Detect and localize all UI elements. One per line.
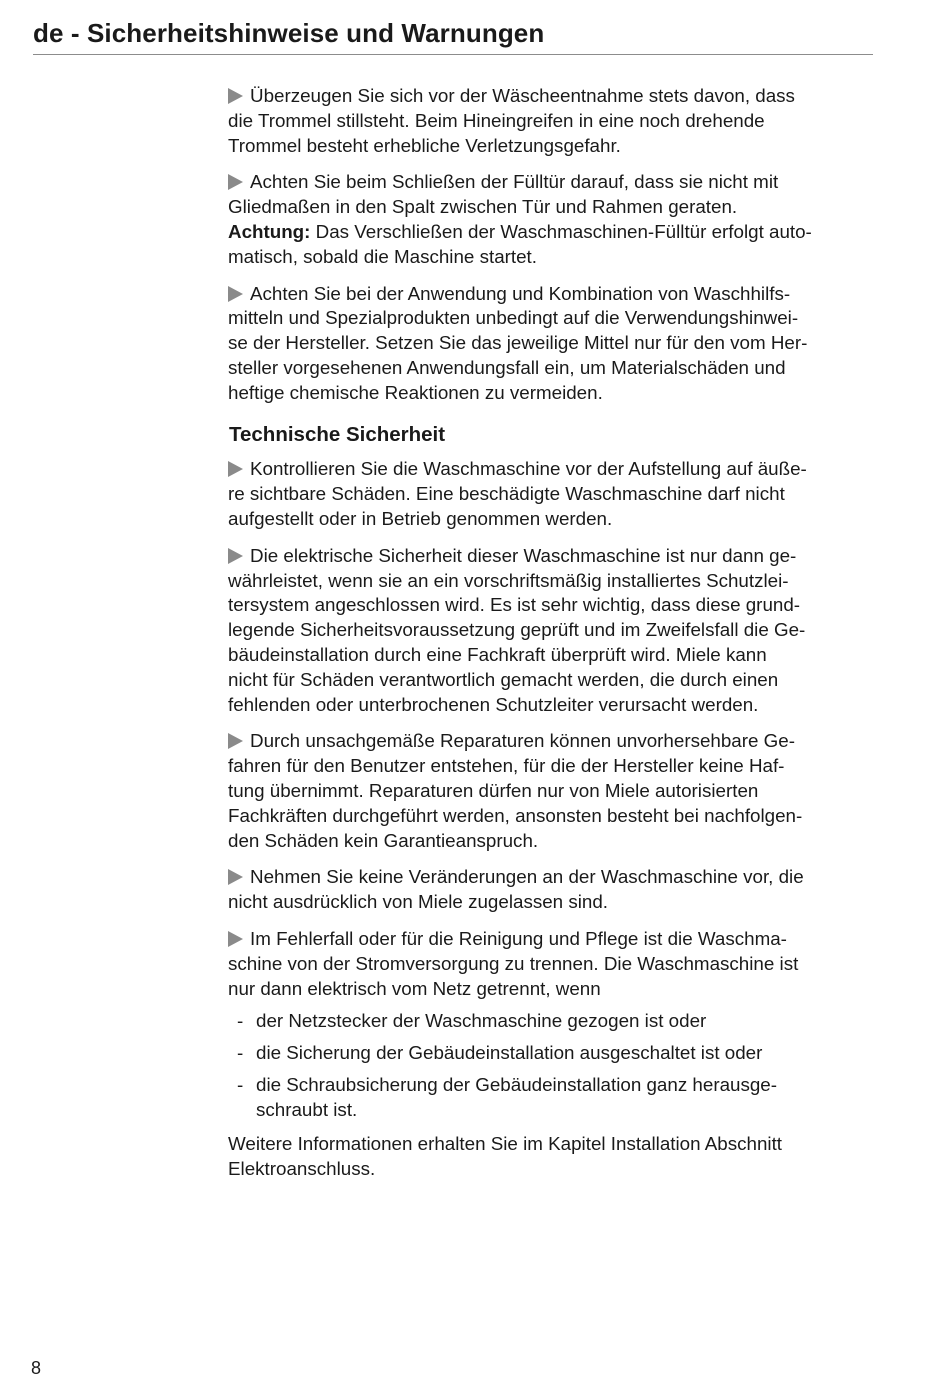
triangle-bullet-icon — [228, 88, 243, 104]
dash-list — [228, 1009, 873, 1122]
safety-item: Achten Sie beim Schließen der Fülltür darauf, dass sie nicht mit Gliedmaßen in den Spalt zwischen Tür und Rahmen geraten. Achtung: Das Verschließen der Waschmaschinen-Fülltür erfolgt auto- matisch, sobald die Maschine startet. — [228, 171, 812, 267]
page-title: de - Sicherheitshinweise und Warnungen — [33, 18, 545, 48]
triangle-bullet-icon — [228, 286, 243, 302]
safety-item: Durch unsachgemäße Reparaturen können unvorhersehbare Ge- fahren für den Benutzer entstehen, für die der Hersteller keine Haf- tung übernimmt. Reparaturen dürfen nur von Miele autorisierten Fachkräften durchgeführt werden, ansonsten besteht bei nachfolgen- den Schäden kein Garantieanspruch. — [228, 730, 803, 851]
safety-item: Die elektrische Sicherheit dieser Waschmaschine ist nur dann ge- währleistet, wenn sie an ein vorschriftsmäßig installiertes Schutzlei- tersystem angeschlossen wird. Es ist sehr wichtig, dass diese grund- legende Sicherheitsvoraussetzung geprüft und im Zweifelsfall die Ge- bäudeinstallation durch eine Fachkraft überprüft wird. Miele kann nicht für Schäden verantwortlich gemacht werden, die durch einen fehlenden oder unterbrochenen Schutzleiter verursacht werden. — [228, 544, 806, 715]
closing-note: Weitere Informationen erhalten Sie im Kapitel Installation Abschnitt Elektroanschluss. — [228, 1133, 783, 1180]
list-item: - die Schraubsicherung der Gebäudeinstallation ganz herausge- schraubt ist. — [228, 1073, 873, 1123]
dash-marker: - — [237, 1042, 244, 1064]
dash-marker: - — [237, 1073, 244, 1095]
content-area — [228, 84, 873, 1194]
safety-item: Überzeugen Sie sich vor der Wäscheentnahme stets davon, dass die Trommel stillsteht. Beim Hineingreifen in eine noch drehende Trommel besteht erhebliche Verletzungsgefahr. — [228, 85, 795, 156]
page-header — [33, 18, 873, 55]
triangle-bullet-icon — [228, 548, 243, 564]
dash-marker: - — [237, 1010, 244, 1032]
list-item: - der Netzstecker der Waschmaschine gezogen ist oder — [228, 1009, 873, 1034]
safety-item: Nehmen Sie keine Veränderungen an der Waschmaschine vor, die nicht ausdrücklich von Miele zugelassen sind. — [228, 866, 804, 913]
safety-item: Kontrollieren Sie die Waschmaschine vor der Aufstellung auf äuße- re sichtbare Schäden. Eine beschädigte Waschmaschine darf nicht aufgestellt oder in Betrieb genommen werden. — [228, 458, 807, 529]
safety-item: Im Fehlerfall oder für die Reinigung und Pflege ist die Waschma- schine von der Stromversorgung zu trennen. Die Waschmaschine ist nur dann elektrisch vom Netz getrennt, wenn — [228, 927, 799, 999]
list-item: - die Sicherung der Gebäudeinstallation ausgeschaltet ist oder — [228, 1041, 873, 1066]
triangle-bullet-icon — [228, 931, 243, 947]
triangle-bullet-icon — [228, 869, 243, 885]
triangle-bullet-icon — [228, 461, 243, 477]
triangle-bullet-icon — [228, 174, 243, 190]
section-heading: Technische Sicherheit — [229, 422, 446, 446]
safety-item: Achten Sie bei der Anwendung und Kombination von Waschhilfs- mitteln und Spezialprodukten unbedingt auf die Verwendungshinwei- se der Hersteller. Setzen Sie das jeweilige Mittel nur für den vom Her- steller vorgesehenen Anwendungsfall ein, um Materialschäden und heftige chemische Reaktionen zu vermeiden. — [228, 282, 808, 403]
page-number: 8 — [31, 1358, 42, 1378]
warning-label: Achtung: — [228, 220, 311, 242]
triangle-bullet-icon — [228, 733, 243, 749]
